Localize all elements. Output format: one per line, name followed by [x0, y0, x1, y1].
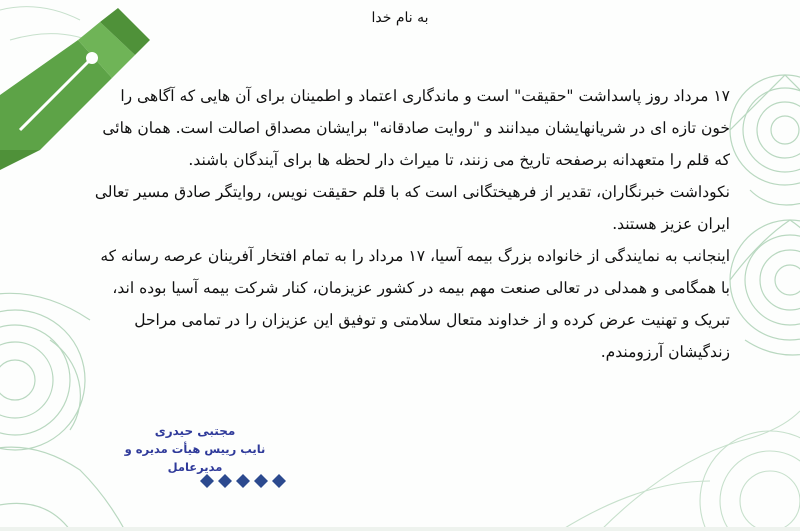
- diamond-icon: [236, 474, 250, 488]
- letter-heading: به نام خدا: [371, 10, 429, 26]
- paragraph-2: نکوداشت خبرنگاران، تقدیر از فرهیختگانی است که با قلم حقیقت نویس، روایتگر صادق مسیر تعالی ایران عزیز هستند.: [94, 183, 730, 233]
- paragraph-3: اینجانب به نمایندگی از خانواده بزرگ بیمه آسیا، ۱۷ مرداد را به تمام افتخار آفرینان عرصه رسانه که با همگامی و همدلی در تعالی صنعت مهم بیمه در کشور عزیزمان، کنار شرکت بیمه آسیا بوده اند، تبریک و تهنیت عرض کرده و از خداوند متعال سلامتی و توفیق این عزیزان را در تمامی مراحل زندگیشان آرزومندم.: [100, 247, 730, 361]
- floral-ornament-bottom-right: [540, 371, 800, 531]
- diamond-icon: [200, 474, 214, 488]
- signatory-title: نایب رییس هیأت مدیره و مدیرعامل: [124, 442, 266, 474]
- diamond-icon: [254, 474, 268, 488]
- bottom-strip: [0, 527, 800, 531]
- diamond-icon: [218, 474, 232, 488]
- signatory-name: مجتبی حیدری: [154, 424, 236, 438]
- signature-block: [100, 422, 290, 476]
- paragraph-1: ۱۷ مرداد روز پاسداشت "حقیقت" است و ماندگاری اعتماد و اطمینان برای آن هایی که آگاهی را خون تازه ای در شریانهایشان میدانند و "روایت صادقانه" برایشان مصداق اصالت است. همان هائی که قلم را متعهدانه برصفحه تاریخ می زنند، تا میراث دار لحظه ها برای آیندگان باشند.: [102, 87, 730, 169]
- diamond-icon: [272, 474, 286, 488]
- letter-body: [90, 80, 730, 368]
- diamond-divider: [198, 472, 288, 490]
